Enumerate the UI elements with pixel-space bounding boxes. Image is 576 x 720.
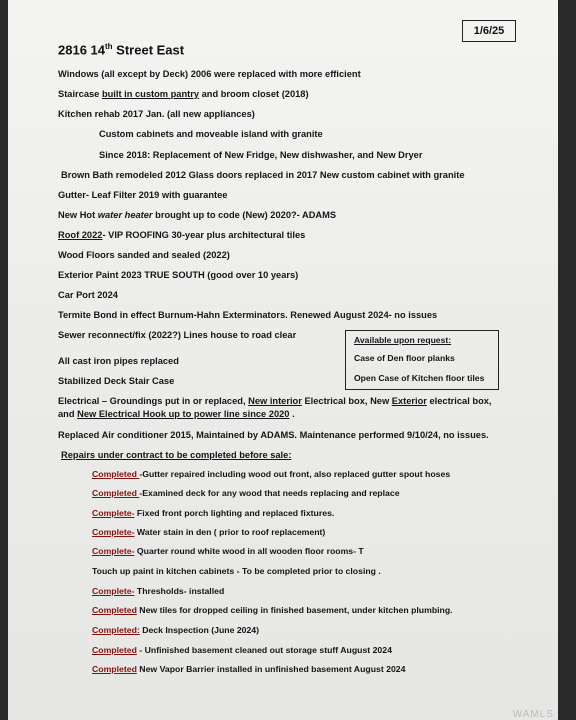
staircase-a: Staircase bbox=[58, 89, 102, 99]
repair-text: Thresholds- installed bbox=[134, 586, 225, 596]
repair-item bbox=[92, 546, 364, 556]
repair-status: Completed bbox=[92, 664, 137, 674]
repair-status: Completed: bbox=[92, 625, 140, 635]
repair-status: Completed bbox=[92, 469, 140, 479]
wh-c: brought up to code (New) 2020?- ADAMS bbox=[152, 210, 337, 220]
repair-status: Complete- bbox=[92, 527, 135, 537]
wh-b: water heater bbox=[97, 210, 153, 220]
repair-text: Quarter round white wood in all wooden floor rooms- T bbox=[134, 546, 364, 556]
repair-item bbox=[92, 586, 224, 596]
repair-item bbox=[92, 645, 392, 655]
repair-text: New Vapor Barrier installed in unfinished basement August 2024 bbox=[136, 664, 406, 674]
roof-line bbox=[58, 230, 305, 240]
elec1-b: New interior bbox=[248, 396, 302, 406]
exterior-paint-line: Exterior Paint 2023 TRUE SOUTH (good over 10 years) bbox=[58, 270, 299, 280]
sewer-line: Sewer reconnect/fix (2022?) Lines house to road clear bbox=[58, 330, 297, 340]
electrical-line-2 bbox=[58, 409, 295, 419]
elec2-a: and bbox=[58, 409, 78, 419]
elec1-e: electrical box, bbox=[426, 396, 492, 406]
repair-text: New tiles for dropped ceiling in finished basement, under kitchen plumbing. bbox=[136, 605, 453, 615]
kitchen-line: Kitchen rehab 2017 Jan. (all new appliances) bbox=[58, 109, 255, 119]
staircase-line bbox=[58, 89, 309, 99]
document-page bbox=[8, 0, 558, 720]
title-suffix: Street East bbox=[112, 42, 185, 58]
termite-line: Termite Bond in effect Burnum-Hahn Exterminators. Renewed August 2024- no issues bbox=[58, 310, 438, 320]
repair-item bbox=[92, 508, 334, 518]
repair-item bbox=[92, 488, 400, 498]
available-box bbox=[345, 330, 499, 390]
since2018-line: Since 2018: Replacement of New Fridge, New dishwasher, and New Dryer bbox=[99, 150, 423, 160]
watermark: WAMLS bbox=[512, 709, 554, 720]
repair-item bbox=[92, 664, 405, 674]
elec2-b: New Electrical Hook up to power line since 2020 bbox=[77, 409, 290, 419]
title-sup: th bbox=[105, 42, 113, 51]
repair-status: Completed bbox=[92, 605, 137, 615]
available-item-1: Case of Den floor planks bbox=[354, 353, 455, 363]
repair-status: Complete- bbox=[92, 546, 135, 556]
repair-status: Complete- bbox=[92, 586, 135, 596]
aircon-line: Replaced Air conditioner 2015, Maintained by ADAMS. Maintenance performed 9/10/24, no issues. bbox=[58, 430, 489, 440]
repair-status: Completed bbox=[92, 488, 140, 498]
windows-line: Windows (all except by Deck) 2006 were replaced with more efficient bbox=[58, 69, 361, 79]
available-heading: Available upon request: bbox=[354, 335, 452, 345]
repair-text: -Examined deck for any wood that needs replacing and replace bbox=[139, 488, 400, 498]
gutter-line: Gutter- Leaf Filter 2019 with guarantee bbox=[58, 190, 228, 200]
electrical-line-1 bbox=[58, 396, 492, 406]
repair-item bbox=[92, 527, 325, 537]
repair-item bbox=[92, 605, 453, 615]
staircase-b: built in custom pantry bbox=[101, 89, 200, 99]
water-heater-line bbox=[58, 210, 336, 220]
repair-status: Completed bbox=[92, 645, 137, 655]
carport-line: Car Port 2024 bbox=[58, 290, 118, 300]
repair-item bbox=[92, 566, 381, 576]
title-prefix: 2816 14 bbox=[58, 42, 105, 58]
repair-text: - Unfinished basement cleaned out storage stuff August 2024 bbox=[136, 645, 392, 655]
repair-text: Deck Inspection (June 2024) bbox=[139, 625, 260, 635]
repair-text: Water stain in den ( prior to roof replacement) bbox=[134, 527, 326, 537]
elec1-c: Electrical box, New bbox=[301, 396, 392, 406]
repair-text: Fixed front porch lighting and replaced fixtures. bbox=[134, 508, 335, 518]
repair-status: Complete- bbox=[92, 508, 135, 518]
wh-a: New Hot bbox=[58, 210, 98, 220]
document-title bbox=[58, 42, 184, 57]
roof-b: - VIP ROOFING 30-year plus architectural tiles bbox=[102, 230, 306, 240]
elec2-c: . bbox=[289, 409, 295, 419]
roof-a: Roof 2022 bbox=[58, 230, 103, 240]
repair-item bbox=[92, 625, 259, 635]
elec1-d: Exterior bbox=[391, 396, 427, 406]
repair-text: Touch up paint in kitchen cabinets - To be completed prior to closing . bbox=[92, 566, 381, 576]
repair-text: -Gutter repaired including wood out front, also replaced gutter spout hoses bbox=[139, 469, 451, 479]
wood-floors-line: Wood Floors sanded and sealed (2022) bbox=[58, 250, 230, 260]
repair-item bbox=[92, 469, 450, 479]
cabinets-line: Custom cabinets and moveable island with granite bbox=[99, 129, 323, 139]
staircase-c: and broom closet (2018) bbox=[199, 89, 309, 99]
brown-bath-line: Brown Bath remodeled 2012 Glass doors replaced in 2017 New custom cabinet with granite bbox=[61, 170, 465, 180]
date-box: 1/6/25 bbox=[462, 20, 516, 42]
repairs-heading: Repairs under contract to be completed before sale: bbox=[61, 450, 292, 460]
elec1-a: Electrical – Groundings put in or replaced, bbox=[58, 396, 249, 406]
available-item-2: Open Case of Kitchen floor tiles bbox=[354, 373, 485, 383]
deck-line: Stabilized Deck Stair Case bbox=[58, 376, 175, 386]
cast-iron-line: All cast iron pipes replaced bbox=[58, 356, 179, 366]
